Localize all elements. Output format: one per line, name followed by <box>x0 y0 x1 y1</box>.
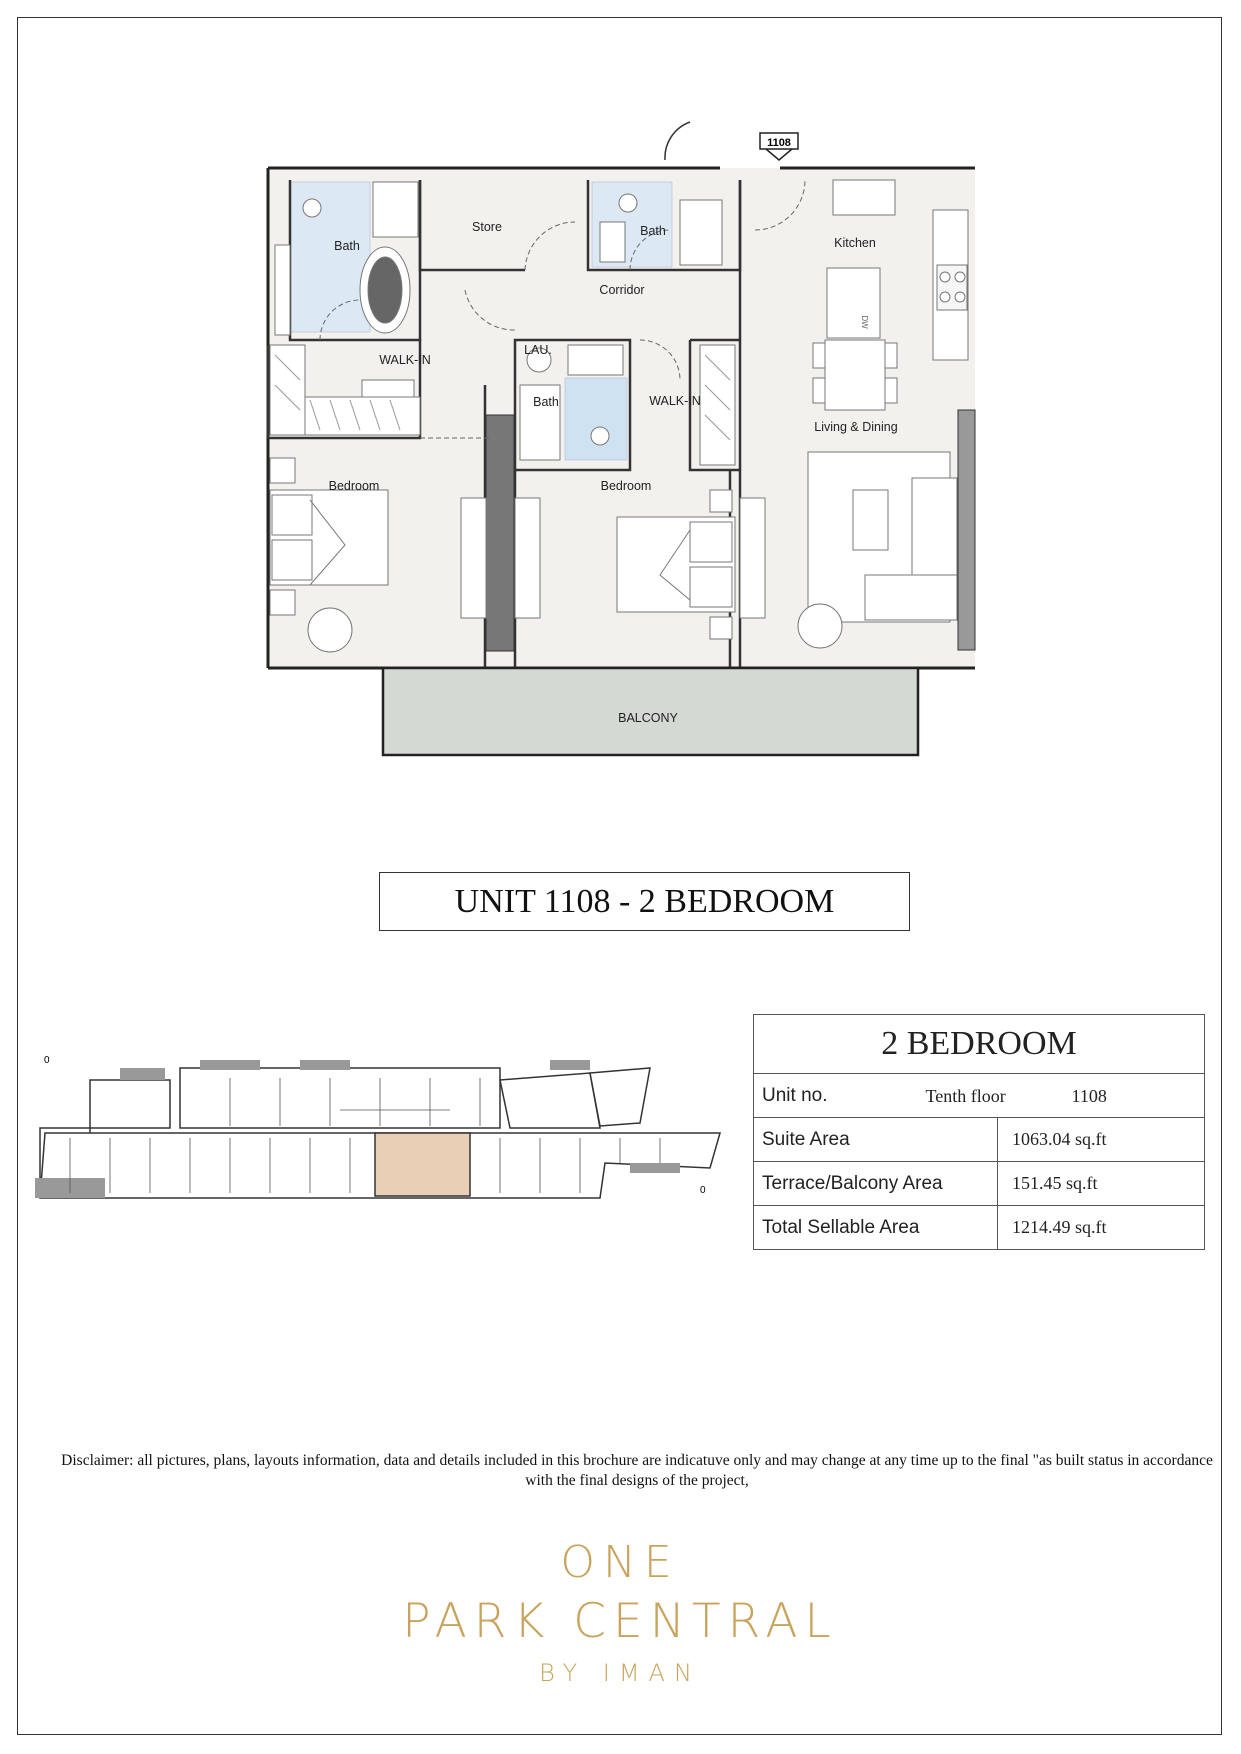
unit-info-table <box>753 1014 1205 1250</box>
svg-text:Bath: Bath <box>640 224 666 238</box>
svg-text:1108: 1108 <box>767 137 791 149</box>
floor-value: Tenth floor <box>925 1085 1006 1106</box>
bath-3-tiles <box>565 378 627 460</box>
disclaimer: Disclaimer: all pictures, plans, layouts information, data and details included in this brochure are indicatuve only and may change at any time up to the final "as built status in accordance with the final designs of the project, <box>61 1452 1213 1489</box>
svg-text:Living & Dining: Living & Dining <box>814 420 898 434</box>
svg-text:Bath: Bath <box>533 395 559 409</box>
svg-text:LAU.: LAU. <box>524 343 552 357</box>
table-heading: 2 BEDROOM <box>754 1015 1205 1074</box>
unit-no-value: 1108 <box>1071 1085 1107 1106</box>
svg-text:Bedroom: Bedroom <box>600 479 652 493</box>
svg-text:WALK-IN: WALK-IN <box>649 394 701 408</box>
terrace-area-label: Terrace/Balcony Area <box>754 1162 998 1206</box>
svg-text:Kitchen: Kitchen <box>834 236 876 250</box>
unit-no-label: Unit no. <box>762 1084 828 1106</box>
total-area-label: Total Sellable Area <box>754 1206 998 1250</box>
brand-line-by-iman: BY IMAN <box>539 1659 701 1687</box>
svg-text:Bedroom: Bedroom <box>328 479 380 493</box>
column-left <box>486 415 514 651</box>
brand-logo <box>300 1535 940 1693</box>
unit-no-row <box>754 1074 1205 1118</box>
unit-title: UNIT 1108 - 2 BEDROOM <box>379 872 910 931</box>
suite-area-value: 1063.04 sq.ft <box>998 1118 1205 1162</box>
svg-text:DW: DW <box>860 315 869 329</box>
svg-text:WALK-IN: WALK-IN <box>379 353 431 367</box>
svg-text:BALCONY: BALCONY <box>618 711 678 725</box>
key-plan <box>30 1038 730 1238</box>
terrace-area-value: 151.45 sq.ft <box>998 1162 1205 1206</box>
bath-master-tiles <box>290 182 370 332</box>
svg-text:0: 0 <box>44 1055 50 1066</box>
svg-text:Bath: Bath <box>334 239 360 253</box>
svg-text:0: 0 <box>700 1185 706 1196</box>
unit-tag <box>760 133 798 160</box>
svg-text:Corridor: Corridor <box>599 283 645 297</box>
column-right <box>958 410 975 650</box>
total-area-value: 1214.49 sq.ft <box>998 1206 1205 1250</box>
brand-line-one: ONE <box>560 1537 680 1588</box>
suite-area-label: Suite Area <box>754 1118 998 1162</box>
floor-plan <box>0 0 1241 780</box>
brand-line-park-central: PARK CENTRAL <box>402 1594 838 1649</box>
svg-text:Store: Store <box>472 220 502 234</box>
